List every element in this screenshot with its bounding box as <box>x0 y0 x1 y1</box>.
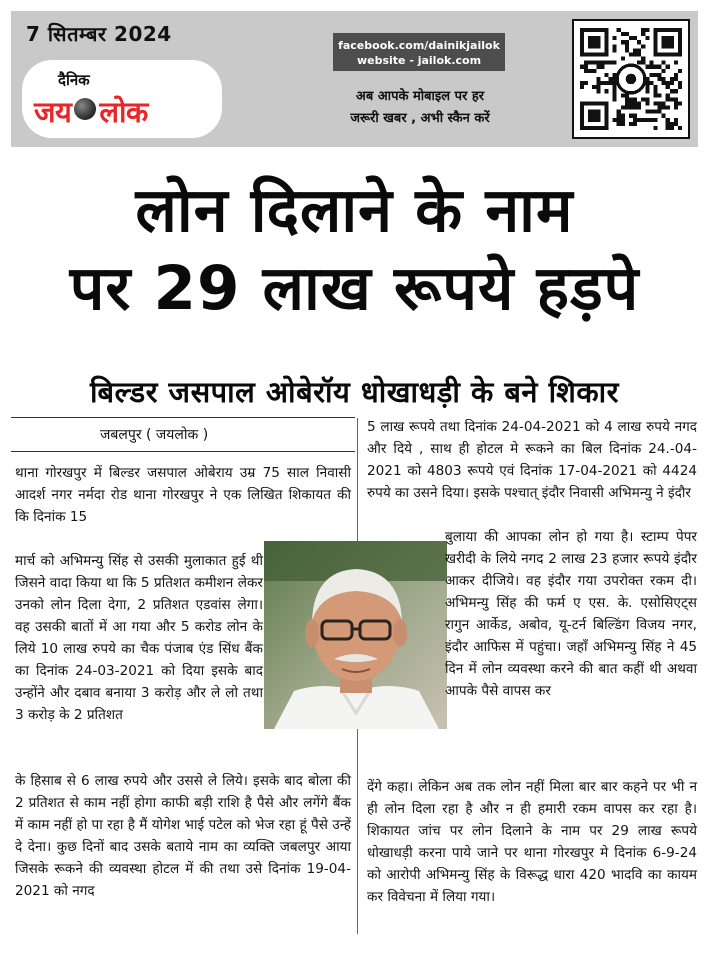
article-paragraph: 5 लाख रूपये तथा दिनांक 24-04-2021 को 4 लाख रुपये नगद और दिये , साथ ही होटल मे रूकने का बिल दिनांक 24.-04-2021 को 4803 रूपये एवं दिनांक 17-04-2021 को 4424 रुपये का उसने दिया। इसके पश्चात् इंदौर निवासी अभिमन्यु ने इंदौर <box>367 419 697 501</box>
headline-line1: लोन दिलाने के नाम <box>135 175 574 246</box>
logo-title <box>34 92 148 131</box>
portrait-illustration <box>264 541 447 729</box>
article-paragraph: देंगे कहा। लेकिन अब तक लोन नहीं मिला बार बार कहने पर भी न ही लोन दिला रहा है और न ही हमारी रकम वापस कर रहा है। शिकायत जांच पर लोन दिलाने के नाम पर 29 लाख रूपये धोखाधड़ी करना पाये जाने पर थाना गोरखपुर मे दिनांक 6-9-24 को आरोपी अभिमन्यु सिंह के विरूद्ध धारा 420 भादवि का कायम कर विवेचना में लिया गया। <box>367 779 697 905</box>
article-paragraph: के हिसाब से 6 लाख रुपये और उससे ले लिये। इसके बाद बोला की 2 प्रतिशत से काम नहीं होगा काफी बड़ी राशि है पैसे और लगेंगे बैंक में काम नहीं हो पा रहा है मैं योगेश भाई पटेल को भेज रहा हूं पैसे उन्हें दे देना। कुछ दिनों बाद उसके बताये नाम का व्यक्ति जबलपुर आया जिसके रूकने की व्यवस्था होटल में की तथा उसे दिनांक 19-04-2021 को नगद <box>15 773 351 899</box>
facebook-link[interactable]: facebook.com/dainikjailok <box>338 39 500 52</box>
portrait-photo <box>264 541 447 729</box>
newspaper-logo[interactable] <box>22 60 222 138</box>
headline-line2: पर 29 लाख रूपये हड़पे <box>69 253 640 324</box>
article-paragraph: बुलाया की आपका लोन हो गया है। स्टाम्प पेपर खरीदी के लिये नगद 2 लाख 23 हजार रूपये इंदौर आकर दीजिये। वह इंदौर गया उपरोक्त रकम दी। अभिमन्यु सिंह की फर्म ए एस. के. एसोसिएट्स रागुन आर्केड, अबोव, यू-टर्न बिल्डिंग विजय नगर, इंदौर आफिस में पहुंचा। जहाँ अभिमन्यु सिंह ने 45 दिन में लोन व्यवस्था करने की बात कहीं थी अथवा आपके पैसे वापस कर <box>445 529 697 699</box>
dateline: जबलपुर ( जयलोक ) <box>100 427 209 443</box>
logo-word-right: लोक <box>99 95 148 129</box>
social-links-box[interactable] <box>333 33 505 71</box>
article-paragraph: मार्च को अभिमन्यु सिंह से उसकी मुलाकात हुई थी जिसने वादा किया था कि 5 प्रतिशत कमीशन लेकर उनको लोन दिला देगा, 2 प्रतिशत एडवांस लेगा। वह उसकी बातों में आ गया और 5 करोड लोन के लिये 10 लाख रुपये का चैक पंजाब एंड सिंध बैंक का दिनांक 24-03-2021 को दिया इसके बाद उन्होंने और दबाव बनाया 3 करोड़ और ले लो तथा 3 करोड़ के 2 प्रतिशत <box>15 553 263 723</box>
divider-line <box>11 417 355 418</box>
scan-prompt <box>324 86 516 130</box>
scan-prompt-line2: जरूरी खबर , अभी स्कैन करें <box>350 111 490 126</box>
headline <box>0 172 709 328</box>
divider-line <box>11 451 355 452</box>
logo-small-text: दैनिक <box>58 71 90 89</box>
publication-date: 7 सितम्बर 2024 <box>26 22 172 46</box>
subheadline: बिल्डर जसपाल ओबेरॉय धोखाधड़ी के बने शिकार <box>90 375 619 409</box>
article-paragraph: थाना गोरखपुर में बिल्डर जसपाल ओबेराय उम्र 75 साल निवासी आदर्श नगर नर्मदा रोड थाना गोरखपुर ने एक लिखित शिकायत की कि दिनांक 15 <box>15 465 351 525</box>
globe-icon <box>74 98 96 120</box>
qr-code-graphic <box>580 27 682 131</box>
scan-prompt-line1: अब आपके मोबाइल पर हर <box>355 89 485 104</box>
website-link[interactable]: website - jailok.com <box>356 54 482 67</box>
logo-word-left: जय <box>34 95 72 129</box>
qr-code-icon[interactable] <box>572 19 690 139</box>
